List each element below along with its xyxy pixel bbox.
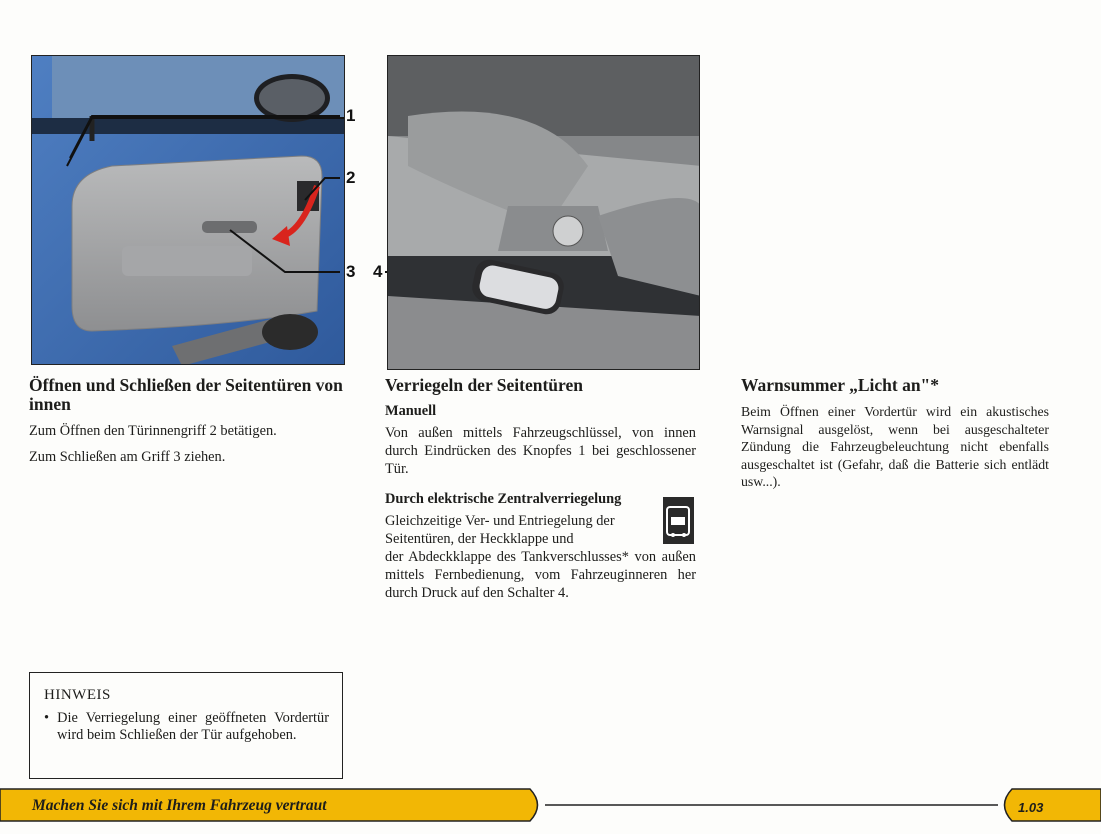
note-title: HINWEIS (44, 687, 111, 703)
paragraph-manual: Von außen mittels Fahrzeugschlüssel, von innen durch Eindrücken des Knopfes 1 bei geschlossener Tür. (385, 425, 696, 477)
section-heading-locking: Verriegeln der Seitentüren (385, 375, 583, 395)
middle-column (385, 376, 696, 602)
callout-4: 4 (373, 262, 383, 281)
right-column (741, 376, 1049, 491)
section-heading-light-warning: Warnsummer „Licht an"* (741, 375, 940, 395)
note-text: • Die Verriegelung einer geöffneten Vordertür wird beim Schließen der Tür aufgehoben. (44, 710, 329, 743)
paragraph-close: Zum Schließen am Griff 3 ziehen. (29, 449, 226, 465)
subheading-manual: Manuell (385, 403, 437, 419)
paragraph-open: Zum Öffnen den Türinnengriff 2 betätigen. (29, 423, 277, 439)
subheading-central: Durch elektrische Zentralverriegelung (385, 491, 622, 507)
car-lock-icon (663, 497, 694, 544)
paragraph-light-warning: Beim Öffnen einer Vordertür wird ein akustisches Warnsignal ausgelöst, wenn bei ausgeschalteter Zündung die Fahrzeugbeleuchtung nicht ebenfalls ausgeschaltet ist (Gefahr, daß die Batterie sich entlädt usw...). (741, 404, 1049, 489)
note-box (29, 672, 343, 779)
roof-switch-photo (387, 55, 700, 370)
paragraph-central-b: der Abdeckklappe des Tankverschlusses* von außen mittels Fernbedienung, vom Fahrzeuginneren her durch Druck auf den Schalter 4. (385, 549, 696, 601)
footer-chapter-title: Machen Sie sich mit Ihrem Fahrzeug vertraut (32, 797, 327, 814)
page-number: 1.03 (1018, 800, 1044, 815)
paragraph-central-a: Gleichzeitige Ver- und Entriegelung der Seitentüren, der Heckklappe und (385, 513, 615, 547)
callout-1: 1 (346, 106, 356, 125)
callout-2: 2 (346, 168, 356, 187)
left-column (29, 376, 343, 466)
section-heading-doors-inside: Öffnen und Schließen der Seitentüren von innen (29, 375, 343, 414)
callout-3: 3 (346, 262, 356, 281)
